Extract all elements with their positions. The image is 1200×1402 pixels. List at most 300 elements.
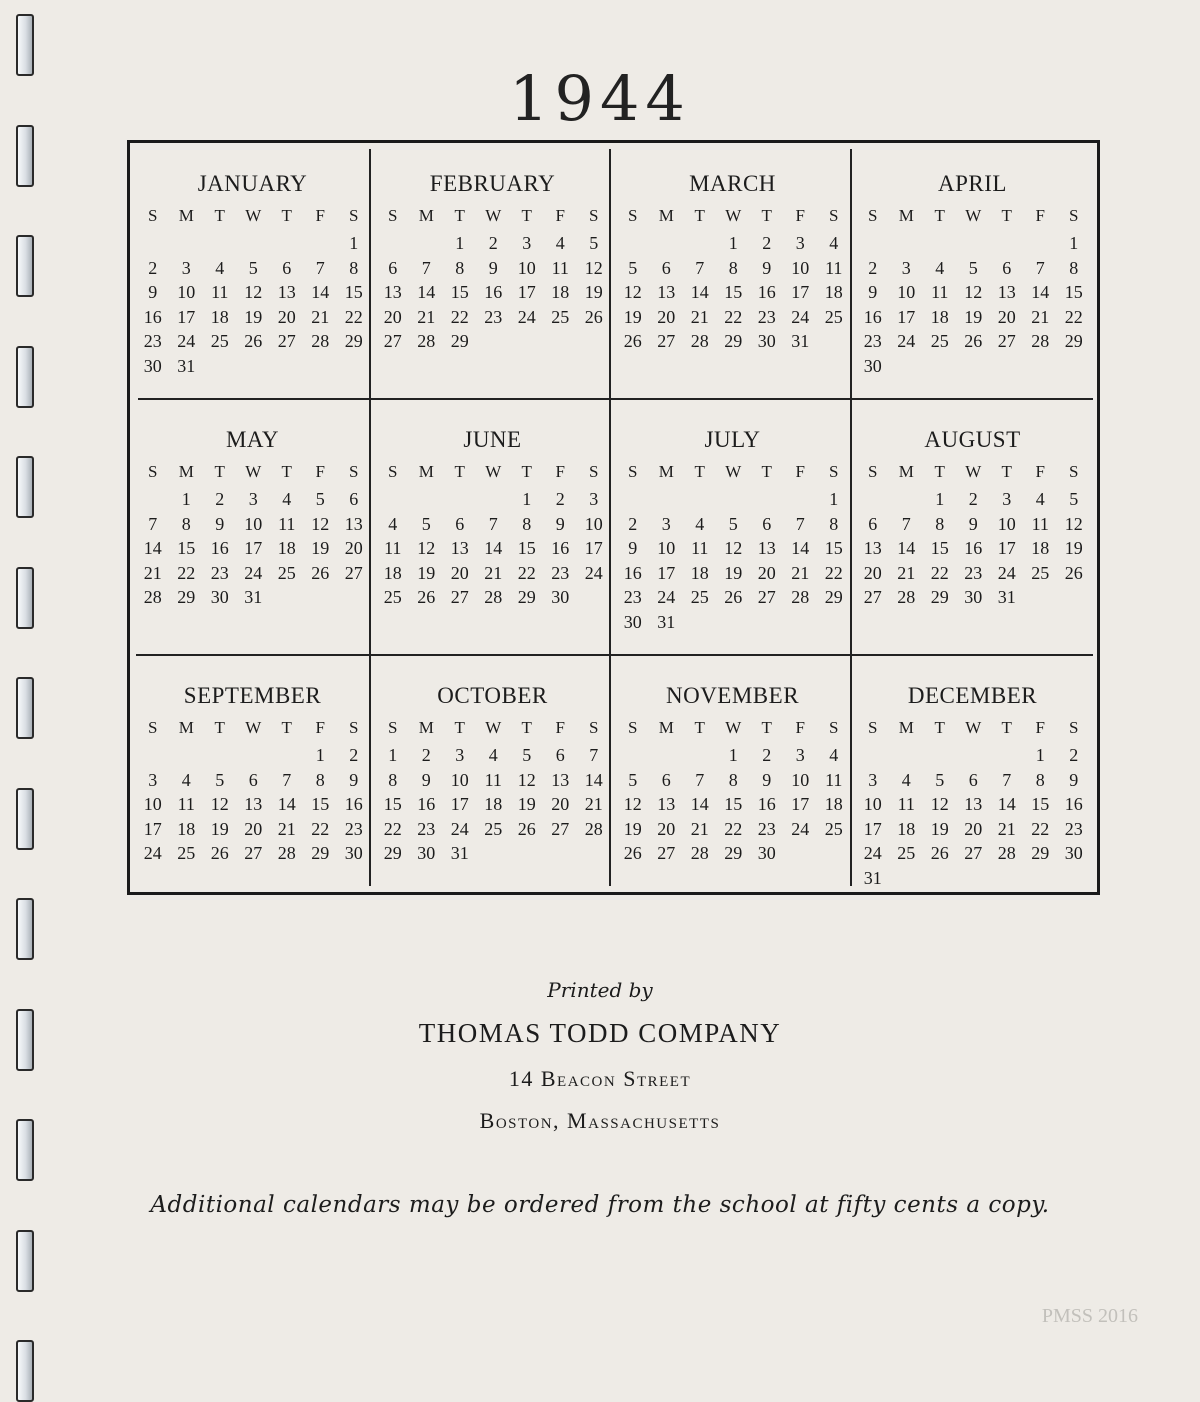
day-number: 12 [724,538,743,558]
day-number: 3 [455,745,465,765]
weekday-header: S [388,462,398,481]
day-number: 29 [724,843,743,863]
empty-cell [270,231,304,256]
day-number: 13 [997,282,1016,302]
day-number: 11 [278,513,296,534]
weekday-header: S [868,462,878,481]
day-number: 1 [455,233,465,253]
day-number: 23 [551,562,570,583]
day-grid [136,199,374,378]
day-number: 4 [901,769,911,790]
day-number: 7 [695,257,705,278]
weekday-header: F [555,462,565,481]
day-number: 5 [421,513,431,534]
day-number: 17 [450,794,469,814]
day-number: 25 [551,306,570,327]
empty-cell [616,231,650,256]
day-number: 27 [657,331,676,351]
weekday-header: W [725,718,742,737]
day-number: 2 [762,233,772,253]
day-number: 25 [690,587,709,607]
day-grid [136,711,374,866]
day-number: 5 [1069,489,1079,509]
weekday-header: M [658,206,674,225]
day-number: 11 [691,538,709,558]
empty-cell [237,743,271,768]
day-number: 8 [1035,769,1045,790]
day-number: 9 [349,769,359,790]
day-number: 13 [757,538,776,558]
day-number: 9 [968,513,978,534]
day-number: 29 [824,587,843,607]
day-number: 28 [417,331,436,351]
weekday-header: T [761,206,772,225]
empty-cell [203,231,237,256]
empty-cell [856,487,890,512]
day-grid [376,455,614,610]
empty-cell [856,231,890,256]
day-number: 6 [349,489,359,509]
day-number: 9 [762,769,772,790]
day-number: 15 [1031,794,1050,814]
day-number: 8 [935,513,945,534]
day-number: 10 [997,513,1016,534]
day-number: 13 [551,769,570,790]
day-number: 14 [997,794,1016,814]
day-number: 25 [1031,562,1050,583]
day-number: 30 [1064,843,1083,863]
day-number: 21 [1031,306,1050,327]
day-number: 26 [584,306,603,327]
day-number: 14 [690,282,709,302]
day-number: 11 [931,282,949,302]
empty-cell [784,487,818,512]
empty-cell [136,231,170,256]
day-number: 20 [551,794,570,814]
day-number: 8 [829,513,839,534]
empty-cell [750,487,784,512]
month-name: SEPTEMBER [183,683,322,708]
day-number: 23 [757,306,776,327]
day-number: 23 [623,587,642,607]
weekday-header: M [898,718,914,737]
day-number: 18 [824,282,843,302]
day-number: 9 [868,282,878,302]
month-name: OCTOBER [437,683,548,708]
day-number: 7 [148,513,158,534]
day-number: 25 [824,306,843,327]
day-number: 22 [450,306,469,327]
day-number: 7 [421,257,431,278]
day-number: 26 [517,818,536,839]
day-number: 23 [1064,818,1083,839]
day-number: 7 [282,769,292,790]
day-number: 22 [517,562,536,583]
day-number: 24 [584,562,603,583]
day-number: 24 [863,843,882,863]
day-number: 9 [628,538,638,558]
day-number: 12 [210,794,229,814]
day-number: 24 [517,306,536,327]
day-number: 16 [757,794,776,814]
day-number: 29 [383,843,402,863]
day-number: 22 [724,306,743,327]
day-number: 26 [210,843,229,863]
day-number: 18 [930,306,949,327]
day-number: 22 [1031,818,1050,839]
day-number: 30 [623,611,642,632]
day-number: 3 [661,513,671,534]
month-name: DECEMBER [907,683,1038,708]
spiral-ring [16,1340,34,1402]
day-number: 31 [791,331,810,351]
day-number: 23 [143,331,162,351]
day-number: 30 [143,355,162,376]
empty-cell [990,231,1024,256]
day-number: 29 [724,331,743,351]
weekday-header: S [829,462,839,481]
day-number: 12 [964,282,983,302]
day-number: 12 [417,538,436,558]
day-number: 7 [901,513,911,534]
day-number: 26 [311,562,330,583]
empty-cell [203,743,237,768]
day-number: 30 [863,355,882,376]
day-number: 25 [210,331,229,351]
day-number: 25 [824,818,843,839]
day-number: 25 [383,587,402,607]
weekday-header: S [349,206,359,225]
day-number: 19 [311,538,330,558]
day-number: 14 [143,538,162,558]
day-number: 16 [863,306,882,327]
day-number: 27 [450,587,469,607]
day-number: 4 [282,489,292,509]
month-name: MAY [225,427,280,452]
day-number: 6 [282,257,292,278]
day-number: 28 [1031,331,1050,351]
weekday-header: S [868,206,878,225]
weekday-header: T [214,718,225,737]
weekday-header: S [628,462,638,481]
day-number: 27 [657,843,676,863]
empty-cell [170,743,204,768]
day-number: 8 [1069,257,1079,278]
day-number: 5 [522,745,532,765]
day-number: 4 [1035,489,1045,509]
day-number: 8 [522,513,532,534]
day-number: 30 [344,843,363,863]
empty-cell [170,231,204,256]
empty-cell [717,487,751,512]
weekday-header: S [349,718,359,737]
day-number: 17 [517,282,536,302]
day-number: 5 [589,233,599,253]
day-number: 12 [517,769,536,790]
day-number: 30 [551,587,570,607]
spiral-ring [16,567,34,629]
weekday-header: W [245,462,262,481]
weekday-header: M [418,206,434,225]
day-number: 12 [311,513,330,534]
day-number: 24 [450,818,469,839]
day-number: 6 [661,769,671,790]
day-number: 13 [657,282,676,302]
day-number: 2 [349,745,359,765]
month-name: APRIL [938,171,1007,196]
day-number: 7 [1002,769,1012,790]
empty-cell [683,231,717,256]
day-number: 15 [724,282,743,302]
empty-cell [237,231,271,256]
weekday-header: S [628,206,638,225]
day-number: 2 [555,489,565,509]
weekday-header: M [418,462,434,481]
day-number: 19 [930,818,949,839]
day-number: 8 [728,257,738,278]
day-number: 19 [623,818,642,839]
day-number: 3 [248,489,258,509]
empty-cell [923,743,957,768]
weekday-header: T [694,206,705,225]
day-number: 24 [897,331,916,351]
day-number: 19 [244,306,263,327]
day-number: 24 [244,562,263,583]
day-number: 2 [1069,745,1079,765]
spiral-ring [16,788,34,850]
empty-cell [376,231,410,256]
day-number: 17 [997,538,1016,558]
weekday-header: S [148,718,158,737]
day-number: 17 [584,538,603,558]
weekday-header: T [934,206,945,225]
empty-cell [650,487,684,512]
day-number: 24 [997,562,1016,583]
day-number: 3 [901,257,911,278]
weekday-header: S [349,462,359,481]
weekday-header: M [178,718,194,737]
day-number: 24 [791,818,810,839]
day-number: 11 [484,769,502,790]
day-grid [376,711,614,866]
day-number: 18 [277,538,296,558]
day-number: 15 [517,538,536,558]
day-number: 29 [311,843,330,863]
day-number: 16 [1064,794,1083,814]
day-number: 9 [555,513,565,534]
day-number: 16 [484,282,503,302]
day-number: 4 [488,745,498,765]
day-number: 13 [344,513,363,534]
day-number: 17 [657,562,676,583]
weekday-header: S [589,718,599,737]
day-number: 19 [417,562,436,583]
day-number: 15 [450,282,469,302]
company-city: Boston, Massachusetts [479,1108,721,1133]
weekday-header: T [521,462,532,481]
day-number: 8 [315,769,325,790]
day-number: 19 [517,794,536,814]
day-number: 12 [1064,513,1083,534]
day-number: 30 [757,331,776,351]
day-number: 2 [868,257,878,278]
weekday-header: W [245,206,262,225]
day-number: 31 [997,587,1016,607]
weekday-header: T [694,718,705,737]
day-number: 26 [623,843,642,863]
day-number: 15 [383,794,402,814]
empty-cell [890,487,924,512]
day-number: 15 [1064,282,1083,302]
day-number: 7 [1035,257,1045,278]
day-number: 26 [417,587,436,607]
day-number: 14 [484,538,503,558]
month-name: JUNE [463,427,522,452]
spiral-binding [0,0,60,1394]
day-number: 28 [143,587,162,607]
day-number: 2 [148,257,158,278]
weekday-header: F [555,206,565,225]
day-number: 20 [344,538,363,558]
weekday-header: M [178,206,194,225]
day-number: 29 [1031,843,1050,863]
weekday-header: F [795,206,805,225]
day-number: 10 [897,282,916,302]
day-number: 15 [344,282,363,302]
empty-cell [136,487,170,512]
day-number: 14 [311,282,330,302]
month-name: JULY [704,427,761,452]
day-number: 27 [964,843,983,863]
day-number: 19 [724,562,743,583]
weekday-header: M [898,462,914,481]
day-number: 10 [517,257,536,278]
empty-cell [616,487,650,512]
spiral-ring [16,677,34,739]
weekday-header: T [934,718,945,737]
day-number: 28 [311,331,330,351]
month-name: MARCH [689,171,776,196]
day-number: 6 [1002,257,1012,278]
empty-cell [443,487,477,512]
day-number: 16 [757,282,776,302]
day-number: 1 [181,489,191,509]
month-may [131,399,374,650]
day-number: 12 [623,282,642,302]
day-number: 30 [210,587,229,607]
day-number: 7 [589,745,599,765]
day-number: 19 [584,282,603,302]
empty-cell [616,743,650,768]
weekday-header: S [388,718,398,737]
day-number: 31 [863,867,882,888]
weekday-header: T [281,462,292,481]
day-number: 26 [244,331,263,351]
month-name: JANUARY [197,171,308,196]
day-number: 1 [728,233,738,253]
day-number: 11 [177,794,195,814]
day-number: 20 [450,562,469,583]
day-number: 26 [623,331,642,351]
day-number: 13 [863,538,882,558]
day-number: 21 [690,306,709,327]
weekday-header: S [1069,718,1079,737]
weekday-header: T [281,718,292,737]
spiral-ring [16,235,34,297]
weekday-header: M [658,462,674,481]
day-number: 19 [623,306,642,327]
day-number: 12 [623,794,642,814]
day-number: 2 [215,489,225,509]
day-number: 22 [344,306,363,327]
day-number: 12 [930,794,949,814]
day-number: 6 [388,257,398,278]
day-number: 24 [657,587,676,607]
weekday-header: F [315,718,325,737]
month-september [131,655,374,906]
day-number: 1 [349,233,359,253]
day-number: 13 [964,794,983,814]
day-number: 9 [762,257,772,278]
day-number: 7 [695,769,705,790]
month-name: AUGUST [924,427,1021,452]
day-number: 14 [791,538,810,558]
weekday-header: T [214,462,225,481]
weekday-header: W [485,718,502,737]
day-number: 20 [277,306,296,327]
empty-cell [890,743,924,768]
day-number: 11 [897,794,915,814]
day-number: 25 [484,818,503,839]
empty-cell [890,231,924,256]
day-number: 5 [315,489,325,509]
day-number: 28 [277,843,296,863]
day-number: 24 [177,331,196,351]
month-june [371,399,614,650]
weekday-header: W [485,462,502,481]
day-number: 17 [244,538,263,558]
day-number: 10 [791,769,810,790]
weekday-header: T [694,462,705,481]
day-number: 30 [964,587,983,607]
month-july [611,399,854,650]
day-number: 6 [661,257,671,278]
empty-cell [856,743,890,768]
day-grid [856,711,1094,890]
day-number: 27 [344,562,363,583]
day-number: 18 [897,818,916,839]
weekday-header: M [898,206,914,225]
day-number: 1 [315,745,325,765]
weekday-header: T [1001,718,1012,737]
empty-cell [477,487,511,512]
day-number: 18 [210,306,229,327]
weekday-header: F [315,206,325,225]
company-street: 14 Beacon Street [508,1066,692,1091]
day-number: 31 [177,355,196,376]
day-number: 17 [177,306,196,327]
day-number: 14 [897,538,916,558]
day-number: 15 [930,538,949,558]
day-number: 19 [1064,538,1083,558]
day-number: 5 [628,257,638,278]
day-number: 8 [349,257,359,278]
day-number: 3 [148,769,158,790]
weekday-header: T [454,206,465,225]
weekday-header: T [934,462,945,481]
day-number: 31 [657,611,676,632]
day-number: 28 [897,587,916,607]
